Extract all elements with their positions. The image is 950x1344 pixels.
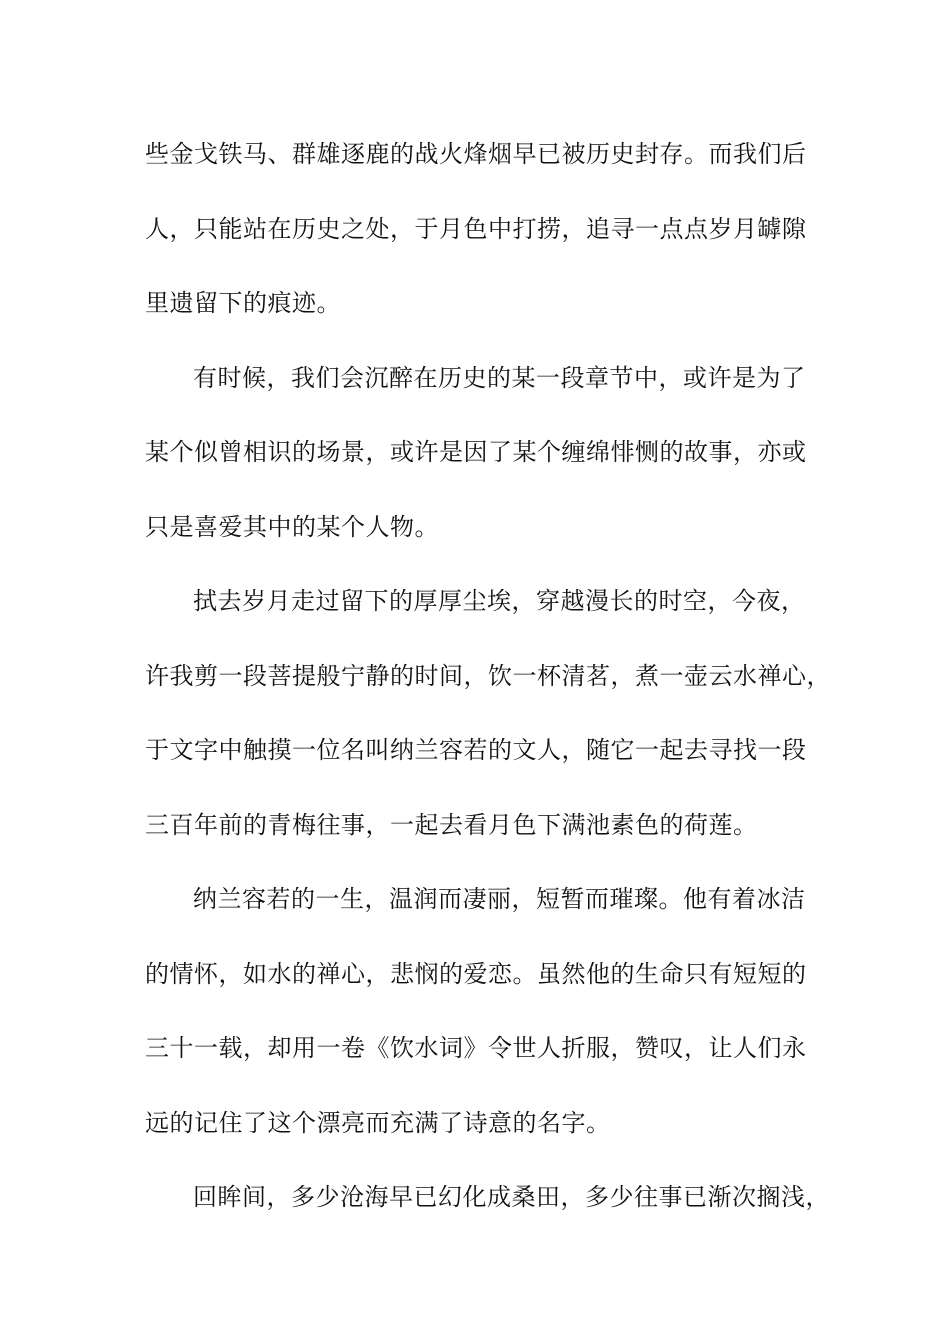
text-line: 三十一载，却用一卷《饮水词》令世人折服，赞叹，让人们永 [145, 1034, 807, 1062]
text-line: 三百年前的青梅往事，一起去看月色下满池素色的荷莲。 [145, 810, 758, 839]
text-line: 人，只能站在历史之处，于月色中打捞，追寻一点点岁月罅隙 [145, 214, 807, 243]
body-text [145, 131, 831, 1249]
text-line: 许我剪一段菩提般宁静的时间，饮一杯清茗，煮一壶云水禅心， [145, 661, 831, 690]
text-line: 里遗留下的痕迹。 [145, 289, 341, 317]
text-line: 纳兰容若的一生，温润而凄丽，短暂而璀璨。他有着冰洁 [193, 885, 806, 913]
text-line: 回眸间，多少沧海早已幻化成桑田，多少往事已渐次搁浅， [193, 1183, 830, 1211]
text-line: 的情怀，如水的禅心，悲悯的爱恋。虽然他的生命只有短短的 [145, 959, 807, 988]
text-line: 某个似曾相识的场景，或许是因了某个缠绵悱恻的故事，亦或 [145, 438, 807, 466]
text-line: 于文字中触摸一位名叫纳兰容若的文人，随它一起去寻找一段 [145, 736, 807, 764]
text-line: 些金戈铁马、群雄逐鹿的战火烽烟早已被历史封存。而我们后 [145, 140, 807, 168]
text-line: 有时候，我们会沉醉在历史的某一段章节中，或许是为了 [193, 363, 806, 392]
text-line: 只是喜爱其中的某个人物。 [145, 512, 439, 541]
text-line: 拭去岁月走过留下的厚厚尘埃，穿越漫长的时空，今夜， [193, 587, 806, 615]
text-line: 远的记住了这个漂亮而充满了诗意的名字。 [145, 1108, 611, 1137]
